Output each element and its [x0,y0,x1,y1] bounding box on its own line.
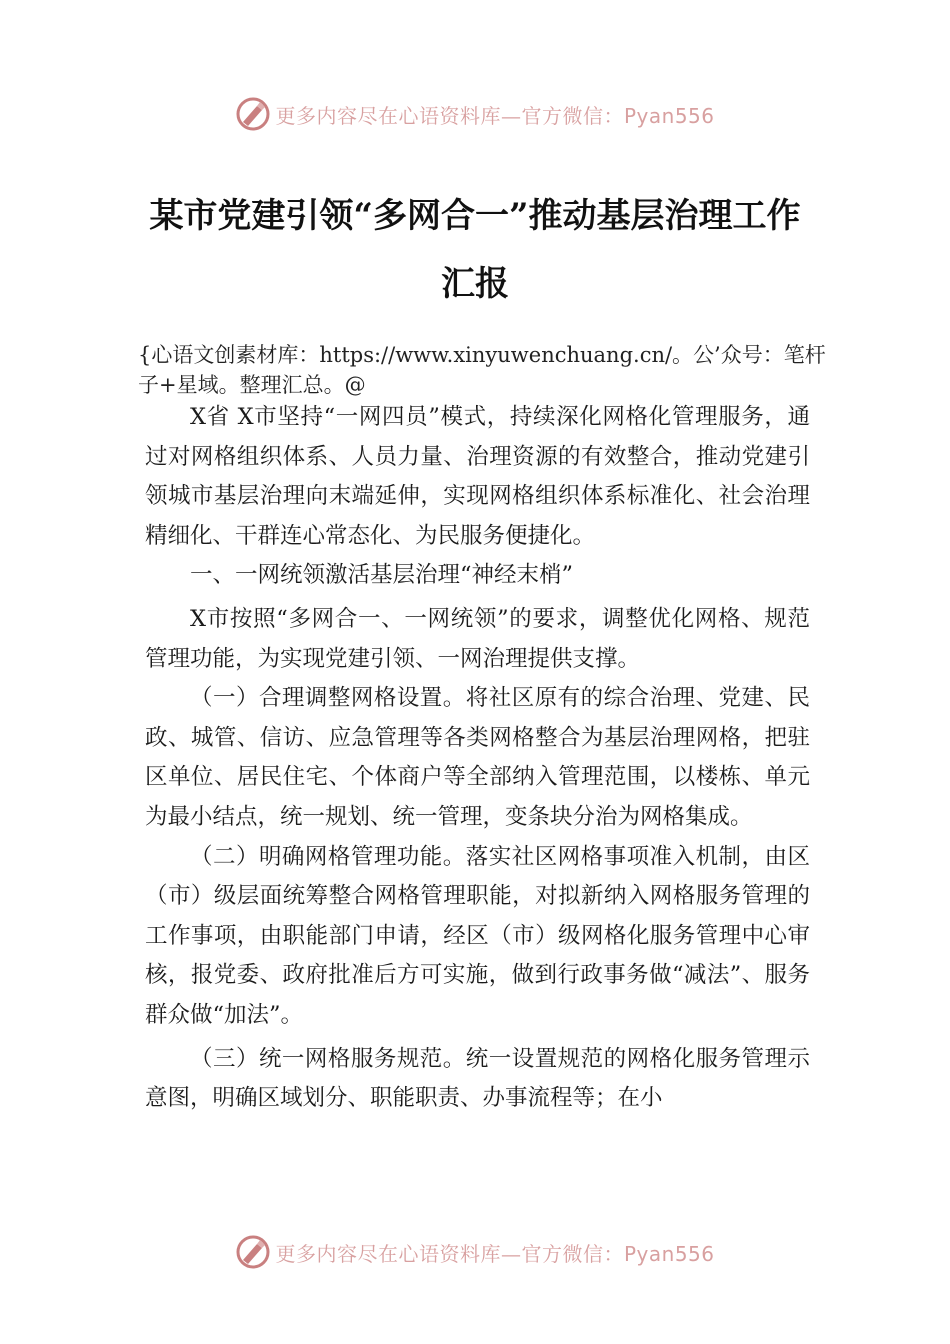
watermark-text: 更多内容尽在心语资料库—官方微信：Pyan556 [275,1241,715,1266]
watermark-footer [0,1232,950,1272]
watermark-text: 更多内容尽在心语资料库—官方微信：Pyan556 [275,103,715,128]
watermark-id: Pyan556 [623,103,715,128]
document-body [145,398,810,1119]
paragraph-item-2: （二）明确网格管理功能。落实社区网格事项准入机制，由区（市）级层面统筹整合网格管理职能，对拟新纳入网格服务管理的工作事项，由职能部门申请，经区（市）级网格化服务管理中心审核，报党委、政府批准后方可实施，做到行政事务做“减法”、服务群众做“加法”。 [145,843,810,1028]
paragraph-item-1: （一）合理调整网格设置。将社区原有的综合治理、党建、民政、城管、信访、应急管理等各类网格整合为基层治理网格，把驻区单位、居民住宅、个体商户等全部纳入管理范围，以楼栋、单元为最小结点，统一规划、统一管理，变条块分治为网格集成。 [145,685,810,830]
watermark-header [0,94,950,134]
paragraph-section-1: X市按照“多网合一、一网统领”的要求，调整优化网格、规范管理功能，为实现党建引领、一网治理提供支撑。 [145,605,810,672]
source-note: {心语文创素材库：https://www.xinyuwenchuang.cn/。公’众号：笔杆子+星域。整理汇总。@ [138,343,826,397]
paragraph-item-3: （三）统一网格服务规范。统一设置规范的网格化服务管理示意图，明确区域划分、职能职责、办事流程等；在小 [145,1045,810,1112]
section-heading-1: 一、一网统领激活基层治理“神经末梢” [190,562,574,589]
paragraph-intro: X省 X市坚持“一网四员”模式，持续深化网格化管理服务，通过对网格组织体系、人员力量、治理资源的有效整合，推动党建引领城市基层治理向末端延伸，实现网格组织体系标准化、社会治理精细化、干群连心常态化、为民服务便捷化。 [145,404,810,549]
pen-logo-icon [235,1234,271,1270]
pen-logo-icon [235,96,271,132]
watermark-id: Pyan556 [623,1241,715,1266]
document-title: 某市党建引领“多网合一”推动基层治理工作汇报 [149,196,801,304]
